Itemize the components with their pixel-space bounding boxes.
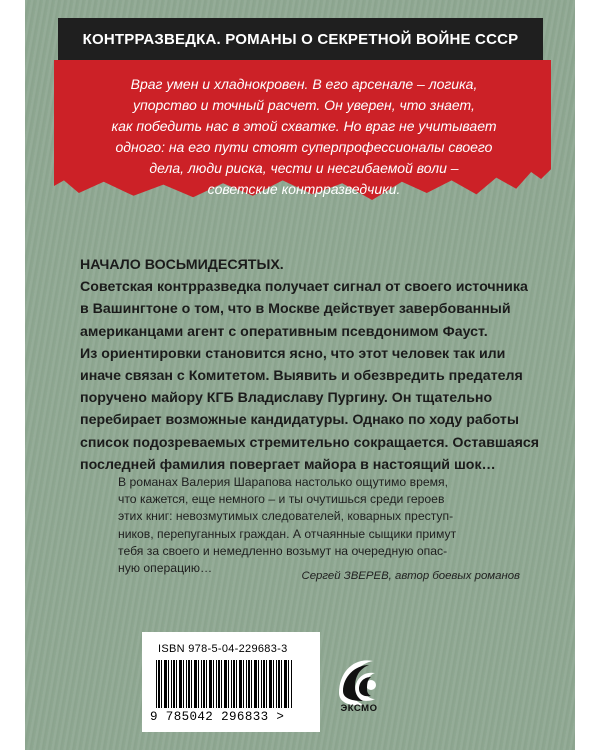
banner-line: советские контрразведчики. [207,181,401,197]
annotation-line: Советская контрразведка получает сигнал от своего источника [80,279,528,296]
banner-text [66,74,542,200]
quote-author: Сергей ЗВЕРЕВ, автор боевых романов [301,570,520,582]
annotation-line: последней фамилия повергает майора в настоящий шок… [80,456,496,473]
book-annotation [80,254,540,476]
annotation-line: Из ориентировки становится ясно, что этот человек так или [80,345,506,362]
annotation-line: иначе связан с Комитетом. Выявить и обезвредить предателя [80,368,523,385]
quote-line: ную операцию… [118,561,213,576]
quote-line: этих книг: невозмутимых следователей, коварных преступ- [118,509,454,524]
annotation-line: перебирает возможные кандидатуры. Однако по ходу работы [80,412,519,429]
barcode-icon [156,660,292,708]
annotation-line: в Вашингтоне о том, что в Москве действует завербованный [80,301,511,318]
publisher-name: ЭКСМО [340,703,378,714]
series-title: КОНТРРАЗВЕДКА. РОМАНЫ О СЕКРЕТНОЙ ВОЙНЕ СССР [82,30,519,48]
isbn-number: ISBN 978-5-04-229683-3 [158,643,288,655]
quote-line: что кажется, еще немного – и ты очутишься среди героев [118,492,445,507]
ean-digits: 9 785042 296833 > [150,710,285,724]
banner-line: дела, люди риска, чести и несгибаемой воли – [149,160,459,176]
quote-line: В романах Валерия Шарапова настолько ощутимо время, [118,475,448,489]
banner-line: упорство и точный расчет. Он уверен, что знает, [133,97,475,113]
banner-line: одного: на его пути стоят суперпрофессионалы своего [115,139,493,155]
quote-line: тебя за своего и немедленно возьмут на очередную опас- [118,543,448,558]
banner-line: Враг умен и хладнокровен. В его арсенале – логика, [130,76,478,92]
annotation-line: список подозреваемых стремительно сокращается. Оставшаяся [80,434,540,451]
banner-line: как победить нас в этой схватке. Но враг не учитывает [111,118,497,134]
quote-line: ников, перепуганных граждан. А отчаянные сыщики примут [118,526,457,541]
annotation-heading: НАЧАЛО ВОСЬМИДЕСЯТЫХ. [80,257,284,273]
review-quote [118,474,518,577]
annotation-line: американцами агент с оперативным псевдонимом Фауст. [80,323,488,340]
series-title-bar [58,18,543,60]
annotation-line: поручено майору КГБ Владиславу Пургину. Он тщательно [80,390,493,407]
